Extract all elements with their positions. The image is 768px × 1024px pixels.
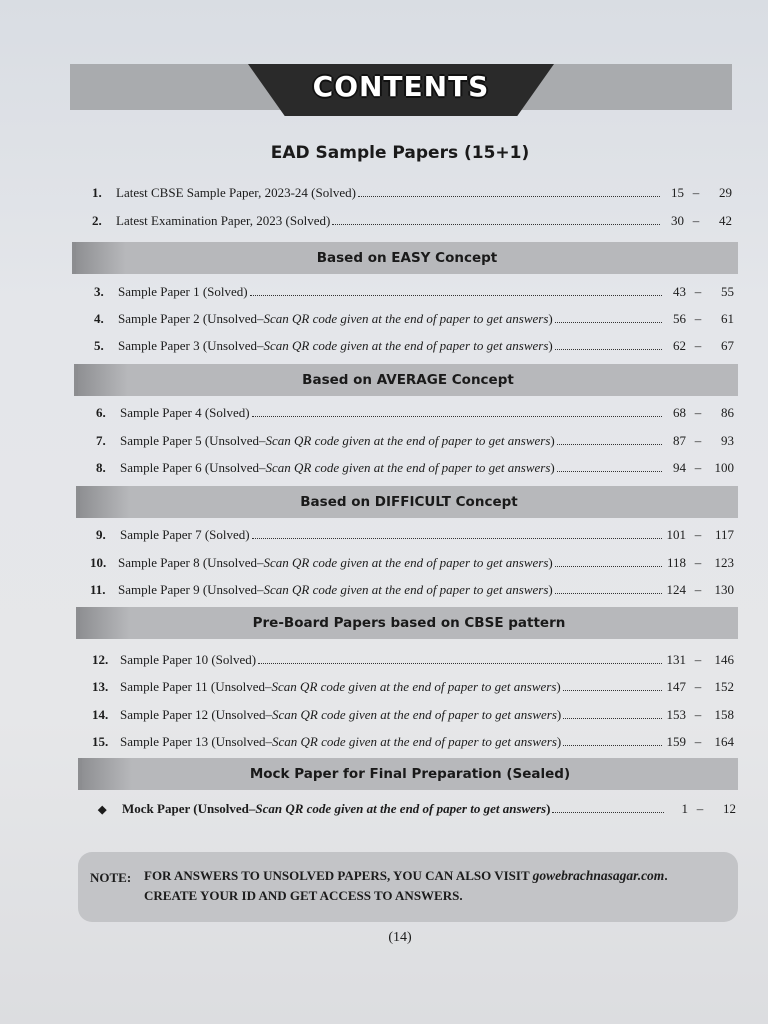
entry-start-page: 101 — [666, 527, 686, 542]
leader-dots — [563, 708, 662, 719]
leader-dots — [250, 285, 662, 296]
dash: – — [694, 338, 702, 353]
toc-entry — [96, 527, 734, 543]
entry-title: Sample Paper 6 (Unsolved–Scan QR code given at the end of paper to get answers) — [120, 460, 555, 475]
dash: – — [694, 405, 702, 420]
subtitle: EAD Sample Papers (15+1) — [270, 143, 530, 163]
entry-end-page: 130 — [714, 582, 734, 597]
entry-number: 7. — [96, 433, 106, 448]
entry-end-page: 67 — [721, 338, 734, 353]
entry-start-page: 1 — [681, 801, 688, 816]
leader-dots — [563, 735, 662, 746]
entry-title: Sample Paper 8 (Unsolved–Scan QR code given at the end of paper to get answers) — [118, 555, 553, 570]
entry-number: 15. — [92, 734, 109, 749]
toc-entry — [94, 338, 734, 354]
entry-title: Sample Paper 2 (Unsolved–Scan QR code given at the end of paper to get answers) — [118, 311, 553, 326]
entry-number: 6. — [96, 405, 106, 420]
entry-start-page: 62 — [673, 338, 686, 353]
leader-dots — [252, 528, 662, 539]
entry-start-page: 87 — [673, 433, 686, 448]
entry-start-page: 131 — [666, 652, 686, 667]
entry-title: Latest CBSE Sample Paper, 2023-24 (Solved) — [116, 185, 356, 200]
section-title: Based on DIFFICULT Concept — [300, 494, 518, 510]
entry-number: 4. — [94, 311, 104, 326]
entry-end-page: 55 — [721, 284, 734, 299]
section-title: Based on EASY Concept — [316, 250, 498, 266]
diamond-bullet-icon: ◆ — [98, 804, 107, 816]
dash: – — [692, 213, 700, 228]
entry-title: Sample Paper 3 (Unsolved–Scan QR code given at the end of paper to get answers) — [118, 338, 553, 353]
toc-entry — [92, 213, 732, 229]
entry-start-page: 118 — [666, 555, 686, 570]
entry-title: Sample Paper 4 (Solved) — [120, 405, 250, 420]
note-label: NOTE: — [90, 870, 132, 885]
entry-number: 12. — [92, 652, 109, 667]
section-header-average — [74, 364, 738, 396]
leader-dots — [555, 339, 662, 350]
entry-end-page: 12 — [723, 801, 736, 816]
leader-dots — [258, 653, 662, 664]
entry-end-page: 100 — [714, 460, 734, 475]
entry-number: 11. — [90, 582, 106, 597]
toc-entry — [92, 652, 734, 668]
dash: – — [694, 555, 702, 570]
entry-end-page: 61 — [721, 311, 734, 326]
entry-start-page: 15 — [671, 185, 684, 200]
section-title: Based on AVERAGE Concept — [302, 372, 514, 388]
dash: – — [692, 185, 700, 200]
entry-number: 3. — [94, 284, 104, 299]
toc-entry — [92, 734, 734, 750]
leader-dots — [358, 186, 660, 197]
toc-entry — [94, 284, 734, 300]
note-box — [78, 852, 738, 922]
toc-entry — [98, 801, 736, 817]
entry-start-page: 147 — [666, 679, 686, 694]
toc-entry — [90, 582, 734, 598]
entry-start-page: 43 — [673, 284, 686, 299]
entry-start-page: 30 — [671, 213, 684, 228]
page-number: (14) — [388, 930, 412, 945]
dash: – — [694, 460, 702, 475]
entry-number: 8. — [96, 460, 106, 475]
toc-entry — [92, 707, 734, 723]
entry-end-page: 117 — [714, 527, 734, 542]
dash: – — [696, 801, 704, 816]
toc-entry — [94, 311, 734, 327]
section-header-pre-board — [76, 607, 738, 639]
entry-end-page: 29 — [719, 185, 732, 200]
dash: – — [694, 311, 702, 326]
section-header-mock — [78, 758, 738, 790]
entry-end-page: 86 — [721, 405, 734, 420]
entry-start-page: 56 — [673, 311, 686, 326]
entry-number: 13. — [92, 679, 109, 694]
entry-end-page: 42 — [719, 213, 732, 228]
toc-entry — [96, 405, 734, 421]
dash: – — [694, 679, 702, 694]
entry-number: 2. — [92, 213, 102, 228]
entry-start-page: 68 — [673, 405, 686, 420]
dash: – — [694, 527, 702, 542]
leader-dots — [557, 434, 662, 445]
note-text: FOR ANSWERS TO UNSOLVED PAPERS, YOU CAN ALSO VISIT gowebrachnasagar.com. — [144, 868, 668, 883]
entry-title: Sample Paper 10 (Solved) — [120, 652, 257, 667]
dash: – — [694, 707, 702, 722]
page-title: CONTENTS — [312, 70, 490, 103]
section-title: Pre-Board Papers based on CBSE pattern — [252, 615, 566, 631]
entry-start-page: 94 — [673, 460, 686, 475]
section-header-difficult — [76, 486, 738, 518]
dash: – — [694, 433, 702, 448]
entry-end-page: 152 — [714, 679, 734, 694]
entry-title: Sample Paper 1 (Solved) — [118, 284, 248, 299]
entry-title: Sample Paper 7 (Solved) — [120, 527, 250, 542]
entry-number: 9. — [96, 527, 106, 542]
entry-number: 14. — [92, 707, 109, 722]
leader-dots — [555, 556, 662, 567]
entry-title: Sample Paper 9 (Unsolved–Scan QR code given at the end of paper to get answers) — [118, 582, 553, 597]
entry-title: Sample Paper 13 (Unsolved–Scan QR code given at the end of paper to get answers) — [120, 734, 562, 749]
toc-entry — [96, 433, 734, 449]
entry-end-page: 158 — [714, 707, 734, 722]
leader-dots — [252, 406, 662, 417]
entry-number: 5. — [94, 338, 104, 353]
entry-title: Sample Paper 5 (Unsolved–Scan QR code given at the end of paper to get answers) — [120, 433, 555, 448]
leader-dots — [563, 680, 662, 691]
dash: – — [694, 582, 702, 597]
entry-number: 1. — [92, 185, 102, 200]
toc-entry — [90, 555, 734, 571]
entry-start-page: 159 — [666, 734, 686, 749]
section-header-easy — [72, 242, 738, 274]
dash: – — [694, 734, 702, 749]
toc-entry — [92, 679, 734, 695]
entry-end-page: 93 — [721, 433, 734, 448]
toc-entry — [92, 185, 732, 201]
entry-start-page: 124 — [666, 582, 686, 597]
entry-start-page: 153 — [666, 707, 686, 722]
note-text-2: CREATE YOUR ID AND GET ACCESS TO ANSWERS. — [144, 888, 463, 903]
dash: – — [694, 652, 702, 667]
entry-title: Mock Paper (Unsolved–Scan QR code given at the end of paper to get answers) — [122, 801, 551, 816]
entry-end-page: 146 — [714, 652, 734, 667]
website-link[interactable]: gowebrachnasagar.com — [532, 868, 665, 883]
leader-dots — [332, 214, 660, 225]
entry-number: 10. — [90, 555, 107, 570]
entry-end-page: 123 — [714, 555, 734, 570]
leader-dots — [555, 312, 662, 323]
section-title: Mock Paper for Final Preparation (Sealed) — [249, 766, 571, 782]
toc-entry — [96, 460, 734, 476]
entry-title: Sample Paper 12 (Unsolved–Scan QR code given at the end of paper to get answers) — [120, 707, 562, 722]
dash: – — [694, 284, 702, 299]
entry-title: Sample Paper 11 (Unsolved–Scan QR code given at the end of paper to get answers) — [120, 679, 561, 694]
leader-dots — [557, 461, 662, 472]
entry-title: Latest Examination Paper, 2023 (Solved) — [116, 213, 331, 228]
leader-dots — [552, 802, 664, 813]
leader-dots — [555, 583, 662, 594]
entry-end-page: 164 — [714, 734, 734, 749]
